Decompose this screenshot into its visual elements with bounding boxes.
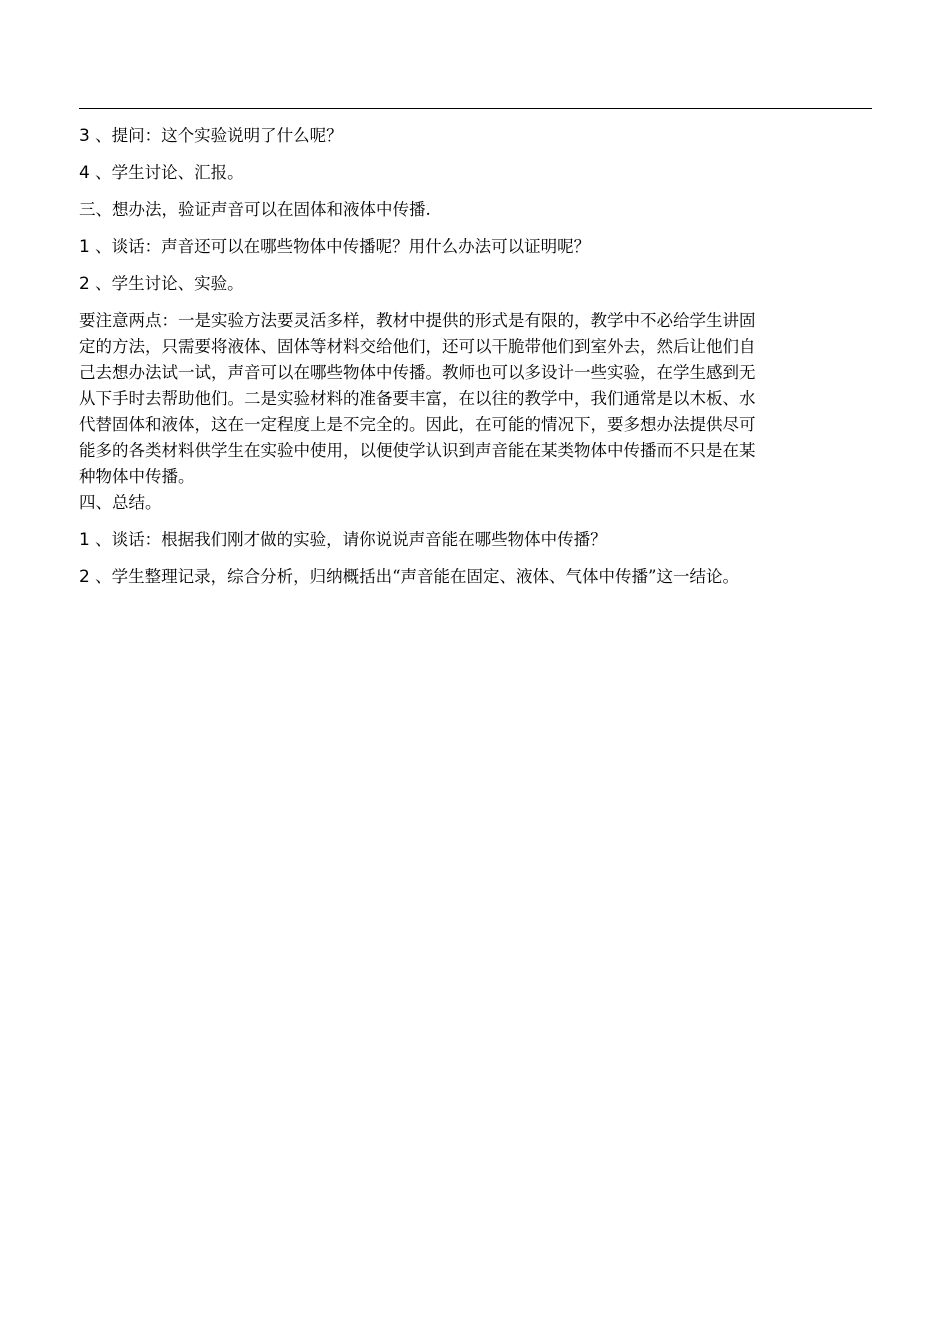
item-number: 2 bbox=[79, 274, 90, 294]
list-item bbox=[79, 160, 872, 186]
section-heading-3: 三、想办法，验证声音可以在固体和液体中传播. bbox=[79, 200, 431, 219]
paragraph-line: 要注意两点：一是实验方法要灵活多样，教材中提供的形式是有限的，教学中不必给学生讲固 bbox=[79, 311, 756, 330]
section-heading-4: 四、总结。 bbox=[79, 493, 162, 512]
item-text: 、谈话：根据我们刚才做的实验，请你说说声音能在哪些物体中传播？ bbox=[89, 530, 607, 549]
paragraph-line: 种物体中传播。 bbox=[79, 467, 195, 486]
list-item bbox=[79, 527, 872, 553]
paragraph-line: 代替固体和液体，这在一定程度上是不完全的。因此，在可能的情况下，要多想办法提供尽可 bbox=[79, 415, 756, 434]
list-item bbox=[79, 234, 872, 260]
item-text: 、谈话：声音还可以在哪些物体中传播呢？用什么办法可以证明呢？ bbox=[89, 237, 591, 256]
item-number: 4 bbox=[79, 163, 90, 183]
list-item bbox=[79, 564, 872, 590]
item-text: 、学生讨论、实验。 bbox=[89, 274, 244, 293]
list-item bbox=[79, 271, 872, 297]
notes-paragraph bbox=[79, 308, 872, 490]
item-number: 2 bbox=[79, 567, 90, 587]
list-item bbox=[79, 123, 872, 149]
document-body bbox=[79, 123, 872, 601]
item-text: 、学生整理记录，综合分析，归纳概括出“声音能在固定、液体、气体中传播”这一结论。 bbox=[89, 567, 739, 586]
paragraph-line: 从下手时去帮助他们。二是实验材料的准备要丰富，在以往的教学中，我们通常是以木板、水 bbox=[79, 389, 756, 408]
paragraph-line: 定的方法，只需要将液体、固体等材料交给他们，还可以干脆带他们到室外去，然后让他们自 bbox=[79, 337, 756, 356]
item-number: 3 bbox=[79, 126, 90, 146]
item-text: 、提问：这个实验说明了什么呢？ bbox=[89, 126, 343, 145]
paragraph-line: 己去想办法试一试，声音可以在哪些物体中传播。教师也可以多设计一些实验，在学生感到无 bbox=[79, 363, 756, 382]
paragraph-line: 能多的各类材料供学生在实验中使用，以便使学认识到声音能在某类物体中传播而不只是在某 bbox=[79, 441, 756, 460]
header-rule bbox=[79, 108, 872, 109]
item-text: 、学生讨论、汇报。 bbox=[89, 163, 244, 182]
item-number: 1 bbox=[79, 237, 90, 257]
item-number: 1 bbox=[79, 530, 90, 550]
